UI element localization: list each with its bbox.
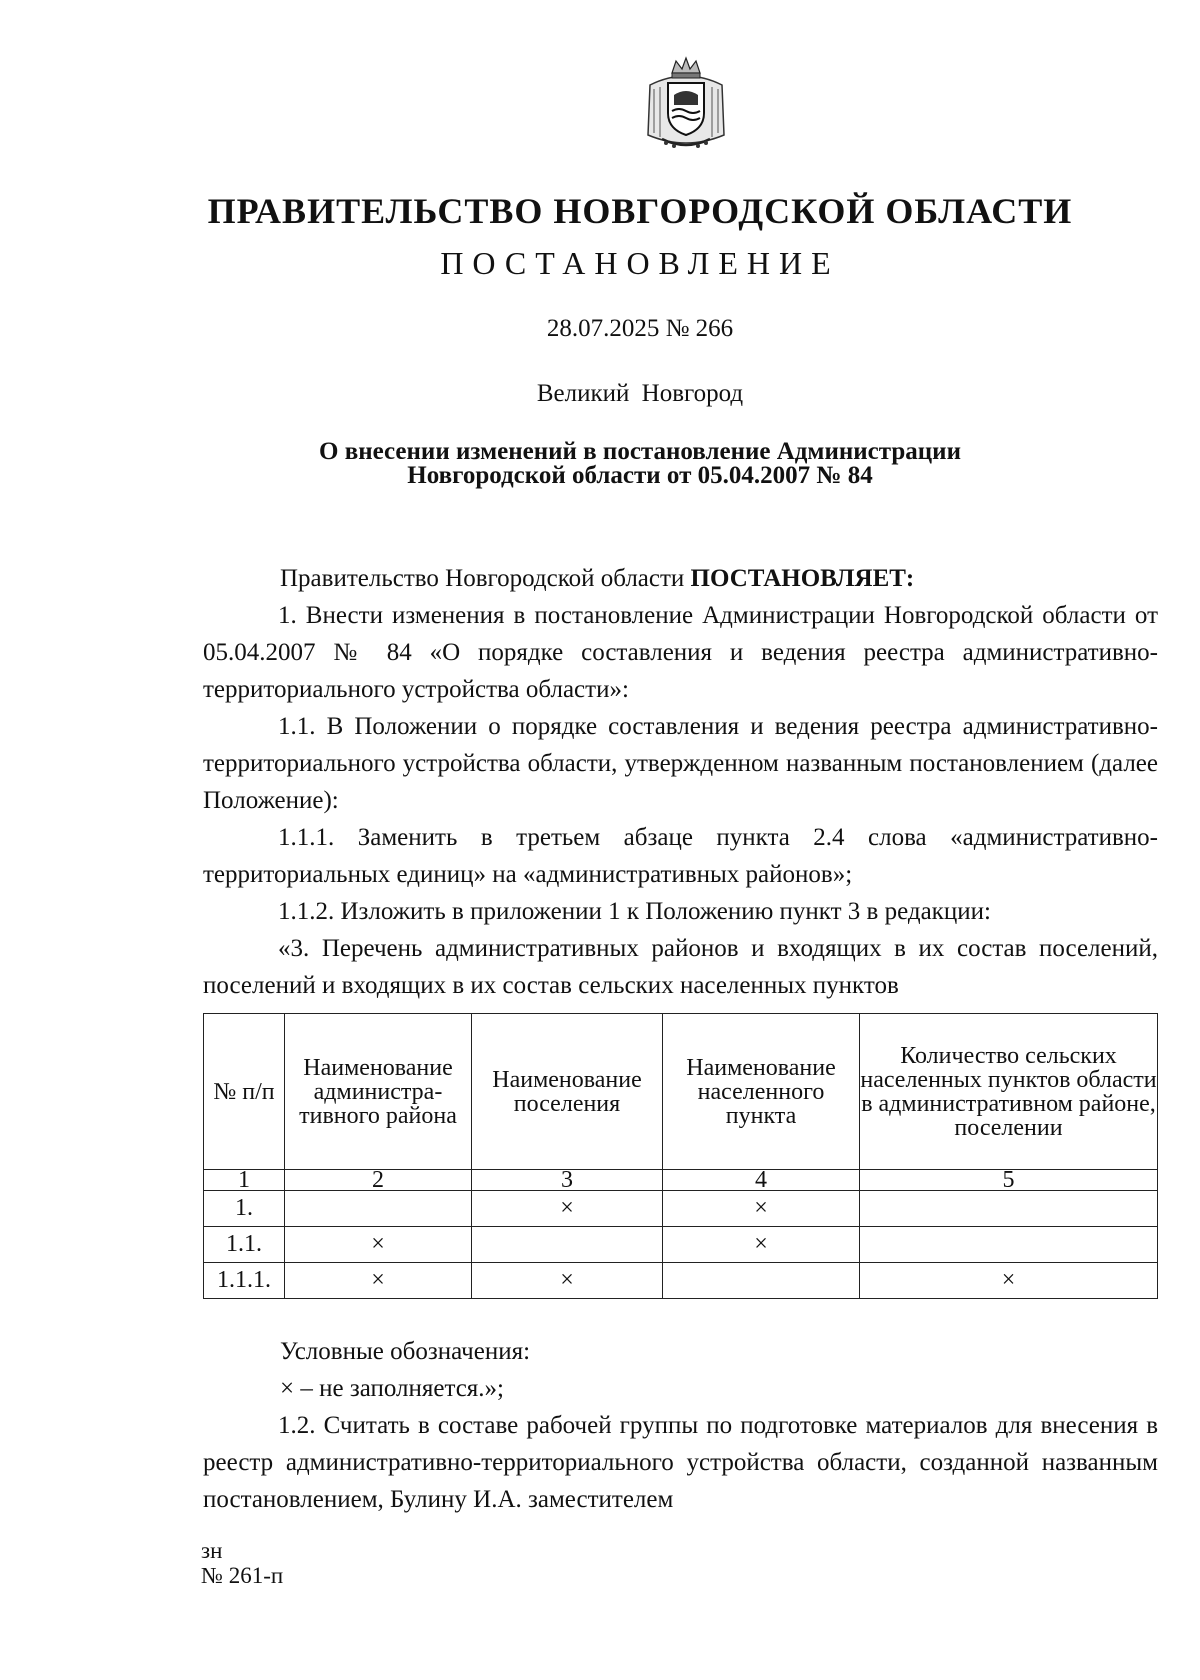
table-cell [472,1227,663,1263]
table-cell [860,1227,1158,1263]
coat-of-arms-emblem [640,55,732,153]
legend-title: Условные обозначения: [280,1338,531,1365]
table-header-cell: № п/п [204,1014,285,1170]
document-type: ПОСТАНОВЛЕНИЕ [440,245,840,281]
document-city: Великий Новгород [536,380,744,407]
table-header-cell: Количество сельских населенных пунктов области в административном районе, поселении [860,1014,1158,1170]
item-1-1-2: 1.1.2. Изложить в приложении 1 к Положению пункт 3 в редакции: [278,898,991,925]
table-header-cell: Наименование населенного пункта [663,1014,860,1170]
table-cell: × [472,1263,663,1299]
table-header-cell: Наименование администра-тивного района [285,1014,472,1170]
footer-number: № 261-п [201,1563,284,1588]
table-number-cell: 4 [663,1170,860,1191]
table-row [204,1263,1158,1299]
table-cell: 1.1.1. [204,1263,285,1299]
document-date-number: 28.07.2025 № 266 [546,315,734,342]
table-header-row [204,1014,1158,1170]
document-body-top [203,560,1158,1004]
subject-line-1: О внесении изменений в постановление Администрации [319,438,961,465]
footer-stamp [201,1538,283,1588]
table-cell: × [472,1191,663,1227]
table-cell: × [663,1227,860,1263]
table-cell: 1. [204,1191,285,1227]
table-cell [663,1263,860,1299]
table-number-row [204,1170,1158,1191]
table-number-cell: 2 [285,1170,472,1191]
subject-line-2: Новгородской области от 05.04.2007 № 84 [407,462,873,489]
preamble-text: Правительство Новгородской области [280,565,691,592]
legend-item: × – не заполняется.»; [280,1375,504,1402]
table-number-cell: 5 [860,1170,1158,1191]
table-cell: × [285,1227,472,1263]
table-cell: × [285,1263,472,1299]
table-row [204,1227,1158,1263]
table-header-cell: Наименование поселения [472,1014,663,1170]
item-1-2: 1.2. Считать в составе рабочей группы по подготовке материалов для внесения в реестр административно-территориального устройства области, созданной названным постановлением, Булину И.А. заместителем [203,1412,1158,1513]
table-cell: 1.1. [204,1227,285,1263]
preamble [203,560,1158,597]
item-1: 1. Внести изменения в постановление Администрации Новгородской области от 05.04.2007 № 84 «О порядке составления и ведения реестра административно-территориального устройства области»: [203,602,1158,703]
register-table [203,1013,1158,1299]
item-1-1: 1.1. В Положении о порядке составления и ведения реестра административно-территориального устройства области, утвержденном названным постановлением (далее Положение): [203,713,1158,814]
item-3-intro: «3. Перечень административных районов и входящих в их состав поселений, поселений и входящих в их состав сельских населенных пунктов [203,935,1158,999]
table-cell: × [663,1191,860,1227]
organization-title: ПРАВИТЕЛЬСТВО НОВГОРОДСКОЙ ОБЛАСТИ [207,191,1073,231]
table-cell [285,1191,472,1227]
footer-initials: зн [201,1538,223,1563]
item-1-1-1: 1.1.1. Заменить в третьем абзаце пункта 2.4 слова «административно-территориальных единиц» на «административных районов»; [203,824,1158,888]
document-subject [0,440,1200,488]
table-cell: × [860,1263,1158,1299]
document-body-bottom [203,1333,1158,1518]
table-cell [860,1191,1158,1227]
table-number-cell: 1 [204,1170,285,1191]
table-number-cell: 3 [472,1170,663,1191]
preamble-verb: ПОСТАНОВЛЯЕТ: [690,565,915,592]
table-row [204,1191,1158,1227]
